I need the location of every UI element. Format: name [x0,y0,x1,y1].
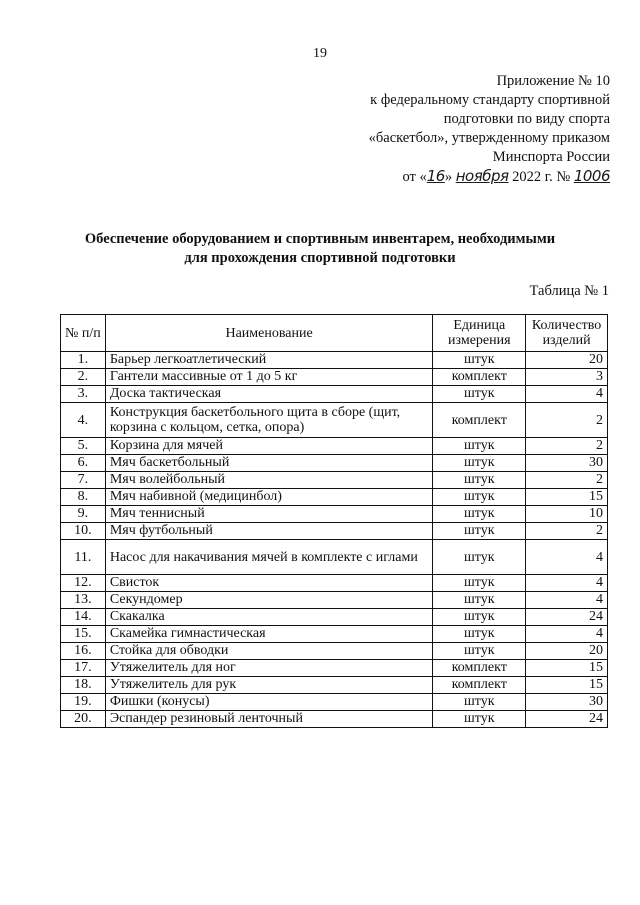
table-row [61,592,608,609]
cell-name: Мяч баскетбольный [105,455,433,472]
cell-number: 13. [61,592,106,609]
cell-number: 4. [61,403,106,438]
table-row [61,660,608,677]
cell-unit: штук [433,694,526,711]
table-row [61,694,608,711]
table-row [61,677,608,694]
cell-name: Корзина для мячей [105,438,433,455]
handwritten-month: ноября [455,167,509,185]
cell-unit: комплект [433,403,526,438]
cell-name: Фишки (конусы) [105,694,433,711]
cell-quantity: 3 [526,369,608,386]
table-row [61,386,608,403]
table-row [61,643,608,660]
cell-unit: штук [433,643,526,660]
cell-quantity: 4 [526,626,608,643]
header-qty: Количество изделий [526,315,608,352]
table-row [61,626,608,643]
cell-quantity: 15 [526,660,608,677]
cell-unit: штук [433,711,526,728]
table-row [61,609,608,626]
table-row [61,455,608,472]
cell-unit: штук [433,455,526,472]
cell-number: 14. [61,609,106,626]
cell-name: Утяжелитель для рук [105,677,433,694]
cell-number: 11. [61,540,106,575]
appendix-line: Приложение № 10 [496,73,610,89]
title-line-2: для прохождения спортивной подготовки [184,250,456,266]
cell-unit: комплект [433,660,526,677]
cell-quantity: 20 [526,643,608,660]
cell-number: 9. [61,506,106,523]
cell-quantity: 4 [526,540,608,575]
cell-unit: комплект [433,369,526,386]
title-line-1: Обеспечение оборудованием и спортивным инвентарем, необходимыми [84,231,556,247]
cell-quantity: 2 [526,403,608,438]
cell-quantity: 30 [526,694,608,711]
appendix-line: подготовки по виду спорта [443,111,610,127]
table-row [61,523,608,540]
table-row [61,711,608,728]
page-number: 19 [313,46,327,61]
table-row [61,489,608,506]
cell-number: 8. [61,489,106,506]
cell-quantity: 4 [526,592,608,609]
cell-quantity: 2 [526,438,608,455]
cell-number: 10. [61,523,106,540]
cell-unit: штук [433,609,526,626]
cell-number: 7. [61,472,106,489]
table-body [61,352,608,728]
appendix-line: к федеральному стандарту спортивной [370,92,610,108]
cell-name: Конструкция баскетбольного щита в сборе (щит, корзина с кольцом, сетка, опора) [105,403,433,438]
cell-number: 18. [61,677,106,694]
cell-name: Мяч футбольный [105,523,433,540]
cell-quantity: 24 [526,609,608,626]
cell-unit: штук [433,472,526,489]
cell-name: Утяжелитель для ног [105,660,433,677]
cell-number: 1. [61,352,106,369]
cell-quantity: 2 [526,472,608,489]
cell-quantity: 30 [526,455,608,472]
date-mid: » [444,169,453,185]
cell-unit: штук [433,352,526,369]
cell-unit: штук [433,386,526,403]
cell-unit: штук [433,575,526,592]
cell-number: 17. [61,660,106,677]
cell-name: Скакалка [105,609,433,626]
table-row [61,472,608,489]
table-row [61,506,608,523]
cell-number: 16. [61,643,106,660]
table-row [61,369,608,386]
handwritten-day: 16 [426,167,445,185]
cell-name: Мяч набивной (медицинбол) [105,489,433,506]
table-header-row [61,315,608,352]
table-row [61,575,608,592]
cell-name: Эспандер резиновый ленточный [105,711,433,728]
cell-name: Гантели массивные от 1 до 5 кг [105,369,433,386]
cell-name: Стойка для обводки [105,643,433,660]
cell-unit: штук [433,438,526,455]
equipment-table [60,314,608,728]
header-unit: Единица измерения [433,315,526,352]
cell-quantity: 15 [526,489,608,506]
cell-number: 20. [61,711,106,728]
handwritten-order-number: 1006 [573,167,610,185]
table-row [61,403,608,438]
cell-unit: штук [433,523,526,540]
cell-quantity: 4 [526,386,608,403]
date-prefix: от « [402,169,427,185]
cell-quantity: 15 [526,677,608,694]
cell-name: Мяч волейбольный [105,472,433,489]
cell-number: 19. [61,694,106,711]
cell-name: Свисток [105,575,433,592]
cell-unit: штук [433,540,526,575]
cell-name: Доска тактическая [105,386,433,403]
cell-unit: штук [433,626,526,643]
cell-unit: штук [433,592,526,609]
appendix-line: Минспорта России [492,149,610,165]
cell-number: 15. [61,626,106,643]
cell-quantity: 24 [526,711,608,728]
cell-number: 6. [61,455,106,472]
appendix-header [300,72,610,187]
cell-name: Насос для накачивания мячей в комплекте с иглами [105,540,433,575]
cell-name: Мяч теннисный [105,506,433,523]
cell-quantity: 20 [526,352,608,369]
cell-quantity: 2 [526,523,608,540]
cell-unit: комплект [433,677,526,694]
order-date-line [300,167,610,187]
cell-name: Скамейка гимнастическая [105,626,433,643]
table-row [61,352,608,369]
table-row [61,438,608,455]
header-num: № п/п [61,315,106,352]
cell-number: 2. [61,369,106,386]
cell-number: 3. [61,386,106,403]
cell-unit: штук [433,506,526,523]
cell-name: Барьер легкоатлетический [105,352,433,369]
cell-quantity: 4 [526,575,608,592]
document-title [40,230,600,268]
header-name: Наименование [105,315,433,352]
cell-number: 12. [61,575,106,592]
cell-unit: штук [433,489,526,506]
cell-number: 5. [61,438,106,455]
table-row [61,540,608,575]
table-label: Таблица № 1 [529,283,609,299]
appendix-line: «баскетбол», утвержденному приказом [368,130,610,146]
cell-name: Секундомер [105,592,433,609]
cell-quantity: 10 [526,506,608,523]
date-year: 2022 г. № [512,169,571,185]
